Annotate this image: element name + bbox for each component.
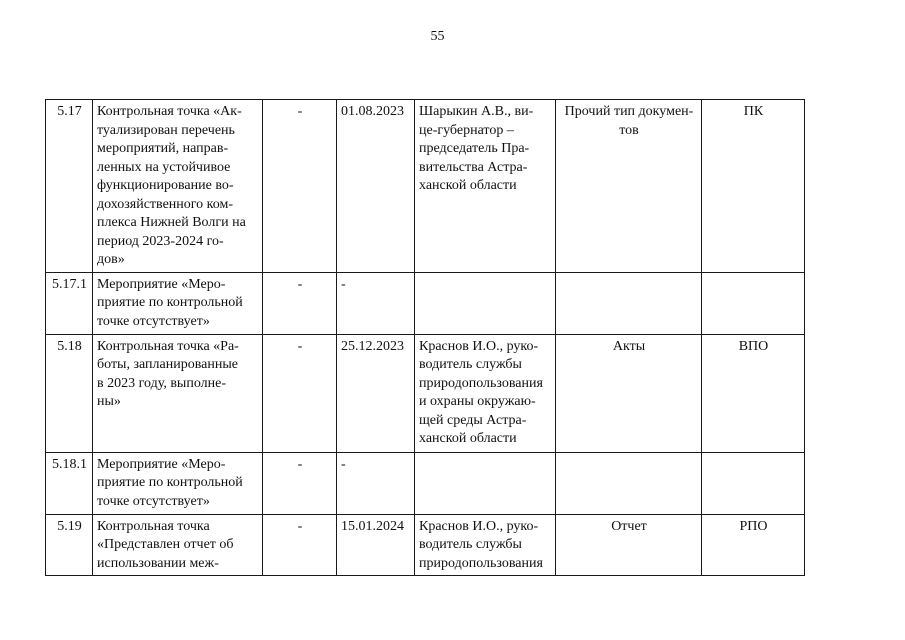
page-number: 55 [430, 29, 445, 44]
milestone-description-line: плекса Нижней Волги на [97, 215, 246, 230]
milestone-description-line: точке отсутствует» [97, 493, 210, 509]
milestone-description-line: туализирован перечень [97, 122, 235, 138]
milestone-description-line: Мероприятие «Меро- [97, 456, 226, 472]
milestone-description-line: ленных на устойчивое [97, 159, 231, 175]
milestone-description-line: Мероприятие «Меро- [97, 276, 226, 292]
milestone-description-line: боты, запланированные [97, 357, 238, 372]
table-row [46, 514, 805, 576]
responsible-person-line: Краснов И.О., руко- [419, 518, 539, 534]
deadline-date-cell: 15.01.2024 [337, 514, 415, 576]
document-type-line: тов [619, 122, 639, 138]
document-type-line: Отчет [611, 518, 647, 534]
document-type-line: Прочий тип докумен- [564, 104, 694, 119]
table-row [46, 272, 805, 334]
row-number-cell: 5.17 [46, 100, 93, 273]
responsible-person-cell [415, 452, 556, 514]
info-system-code-cell [702, 272, 805, 334]
responsible-person-line: и охраны окружаю- [419, 394, 536, 409]
base-date-cell: - [263, 452, 337, 514]
document-type-cell [556, 452, 702, 514]
base-date-cell: - [263, 334, 337, 452]
base-date-cell: - [263, 100, 337, 273]
info-system-code-cell: РПО [702, 514, 805, 576]
table-row [46, 452, 805, 514]
deadline-date-cell: - [337, 272, 415, 334]
milestone-description-cell [93, 272, 263, 334]
table-row [46, 100, 805, 273]
milestone-description-line: приятие по контрольной [97, 295, 243, 310]
responsible-person-line: природопользования [419, 375, 543, 391]
table-body [46, 100, 805, 576]
responsible-person-line: щей среды Астра- [419, 412, 527, 428]
deadline-date-cell: 01.08.2023 [337, 100, 415, 273]
responsible-person-line: ханской области [419, 431, 517, 446]
milestone-description-line: ны» [97, 394, 121, 409]
deadline-date-cell: 25.12.2023 [337, 334, 415, 452]
milestone-description-line: точке отсутствует» [97, 313, 210, 329]
responsible-person-line: председатель Пра- [419, 141, 530, 156]
milestone-description-line: дохозяйственного ком- [97, 196, 234, 212]
responsible-person-line: природопользования [419, 555, 543, 571]
responsible-person-line: водитель службы [419, 537, 522, 552]
milestone-description-line: Контрольная точка [97, 518, 210, 534]
milestone-description-line: дов» [97, 252, 125, 267]
document-type-cell [556, 272, 702, 334]
document-type-cell [556, 514, 702, 576]
milestone-description-line: в 2023 году, выполне- [97, 375, 227, 391]
responsible-person-line: Шарыкин А.В., ви- [419, 104, 534, 119]
base-date-cell: - [263, 272, 337, 334]
row-number-cell: 5.18 [46, 334, 93, 452]
info-system-code-cell [702, 452, 805, 514]
responsible-person-cell [415, 272, 556, 334]
responsible-person-cell [415, 514, 556, 576]
responsible-person-cell [415, 100, 556, 273]
responsible-person-line: вительства Астра- [419, 159, 528, 175]
milestone-description-cell [93, 100, 263, 273]
milestone-description-line: «Представлен отчет об [97, 537, 234, 552]
milestone-description-line: период 2023-2024 го- [97, 233, 224, 249]
responsible-person-line: ханской области [419, 178, 517, 193]
milestone-description-line: приятие по контрольной [97, 475, 243, 490]
milestone-description-line: Контрольная точка «Ак- [97, 104, 242, 119]
milestone-description-cell [93, 452, 263, 514]
info-system-code-cell: ПК [702, 100, 805, 273]
row-number-cell: 5.18.1 [46, 452, 93, 514]
plan-table [45, 99, 805, 576]
base-date-cell: - [263, 514, 337, 576]
milestone-description-line: функционирование во- [97, 178, 234, 193]
milestone-description-line: использовании меж- [97, 555, 219, 571]
responsible-person-line: це-губернатор – [419, 122, 514, 138]
document-type-line: Акты [612, 338, 646, 354]
document-type-cell [556, 100, 702, 273]
milestone-description-cell [93, 514, 263, 576]
info-system-code-cell: ВПО [702, 334, 805, 452]
milestone-description-cell [93, 334, 263, 452]
document-type-cell [556, 334, 702, 452]
responsible-person-cell [415, 334, 556, 452]
row-number-cell: 5.19 [46, 514, 93, 576]
row-number-cell: 5.17.1 [46, 272, 93, 334]
table-row [46, 334, 805, 452]
responsible-person-line: водитель службы [419, 357, 522, 372]
milestone-description-line: мероприятий, направ- [97, 141, 229, 156]
responsible-person-line: Краснов И.О., руко- [419, 338, 539, 354]
milestone-description-line: Контрольная точка «Ра- [97, 338, 239, 354]
deadline-date-cell: - [337, 452, 415, 514]
